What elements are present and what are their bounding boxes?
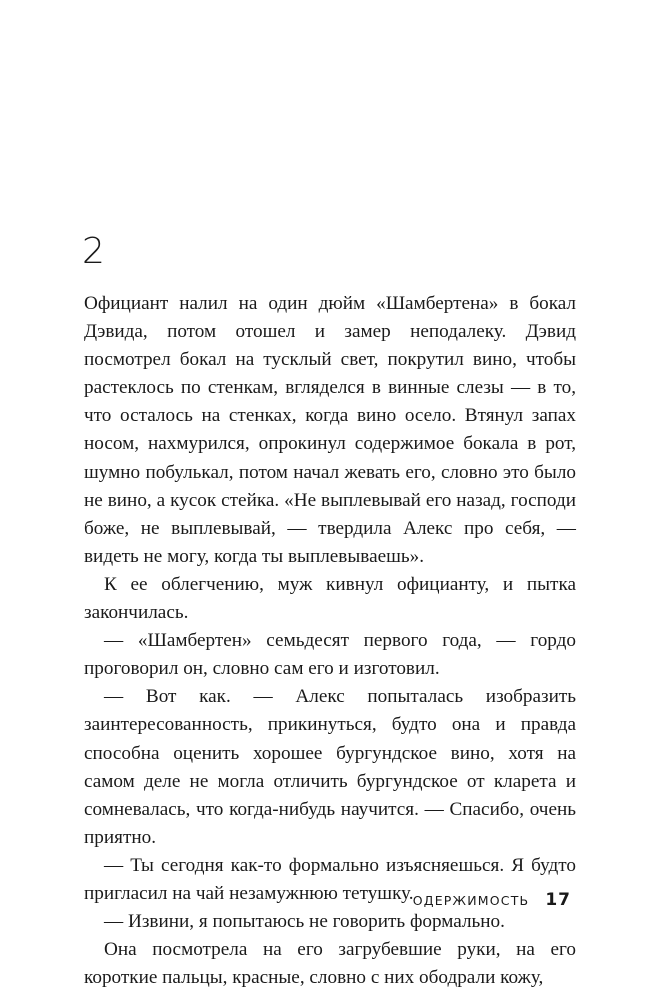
paragraph: Официант налил на один дюйм «Шамбертена» в бокал Дэвида, потом отошел и замер неподалеку. Дэвид посмотрел бокал на тусклый свет, покрутил вино, чтобы растеклось по стенкам, вгляделся в винные слезы — в то, что осталось на стенках, когда вино осело. Втянул запах носом, нахмурился, опрокинул содержимое бокала в рот, шумно побулькал, потом начал жевать его, словно это было не вино, а кусок стейка. «Не выплевывай его назад, господи боже, не выплевывай, — твердила Алекс про себя, — видеть не могу, когда ты выплевываешь». (84, 293, 576, 567)
page-footer (413, 890, 571, 910)
chapter-number: 2 (82, 231, 106, 272)
page-number: 17 (545, 890, 571, 910)
paragraph: — «Шамбертен» семьдесят первого года, — гордо проговорил он, словно сам его и изготовил. (84, 630, 576, 680)
paragraph: — Ты сегодня как-то формально изъясняешься. Я будто пригласил на чай незамужнюю тетушку. (84, 854, 576, 904)
paragraph: — Извини, я попытаюсь не говорить формально. (104, 911, 505, 933)
paragraph: Она посмотрела на его загрубевшие руки, на его короткие пальцы, красные, словно с них ободрали кожу, (84, 939, 576, 989)
paragraph: К ее облегчению, муж кивнул официанту, и пытка закончилась. (84, 573, 576, 624)
body-text (84, 290, 576, 992)
paragraph: — Вот как. — Алекс попыталась изобразить заинтересованность, прикинуться, будто она и правда способна оценить хорошее бургундское вино, хотя на самом деле не могла отличить бургундское от кларета и сомневалась, что когда-нибудь научится. — Спасибо, очень приятно. (84, 686, 576, 848)
running-title: ОДЕРЖИМОСТЬ (412, 893, 530, 908)
